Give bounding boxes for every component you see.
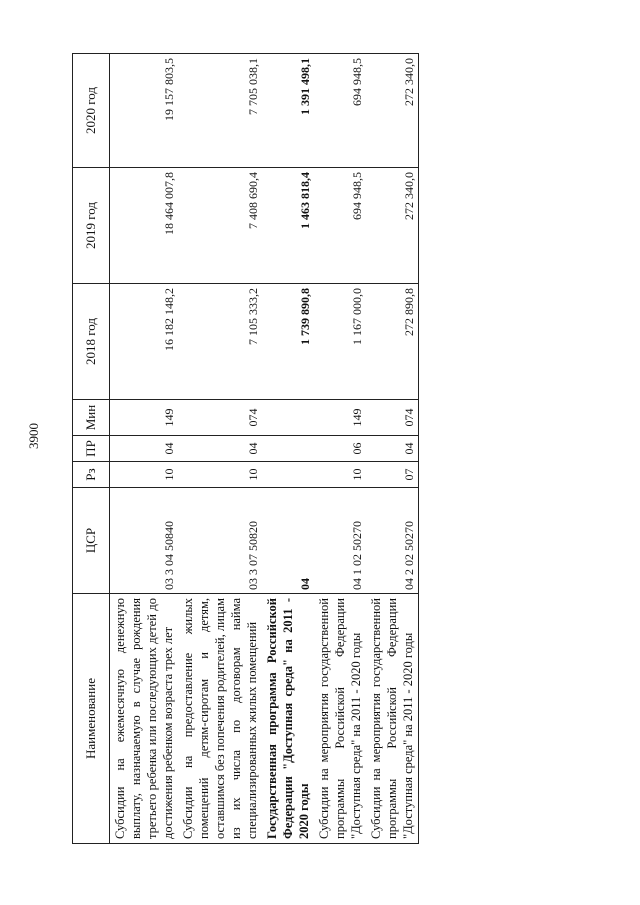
row-2018: 1 167 000,0 — [314, 284, 366, 400]
row-min: 074 — [178, 400, 262, 436]
header-2018: 2018 год — [73, 284, 110, 400]
row-csr: 03 3 07 50820 — [178, 488, 262, 594]
table-row — [366, 54, 419, 844]
table-row-program — [262, 54, 314, 844]
header-2020: 2020 год — [73, 54, 110, 168]
row-2019: 18 464 007,8 — [110, 168, 179, 284]
row-2020: 7 705 038,1 — [178, 54, 262, 168]
row-2018: 272 890,8 — [366, 284, 419, 400]
row-2020: 272 340,0 — [366, 54, 419, 168]
row-2020: 694 948,5 — [314, 54, 366, 168]
header-pr: ПР — [73, 436, 110, 462]
row-rz: 10 — [110, 462, 179, 488]
row-csr: 04 — [262, 488, 314, 594]
rotated-page-content — [72, 54, 600, 844]
header-2019: 2019 год — [73, 168, 110, 284]
row-min: 149 — [314, 400, 366, 436]
row-csr: 04 1 02 50270 — [314, 488, 366, 594]
table-row — [178, 54, 262, 844]
row-2018: 16 182 148,2 — [110, 284, 179, 400]
row-2020: 19 157 803,5 — [110, 54, 179, 168]
row-2019: 1 463 818,4 — [262, 168, 314, 284]
row-2019: 694 948,5 — [314, 168, 366, 284]
row-2020: 1 391 498,1 — [262, 54, 314, 168]
row-name: Субсидии на ежемесячную денежную выплату, назначаемую в случае рождения третьего ребенка или последующих детей до достижения ребенком возраста трех лет — [110, 594, 179, 844]
page-number: 3900 — [26, 423, 41, 449]
table-row — [110, 54, 179, 844]
row-name: Субсидии на предоставление жилых помещений детям-сиротам и детям, оставшимся без попечения родителей, лицам из их числа по договорам найма специализированных жилых помещений — [178, 594, 262, 844]
row-pr — [262, 436, 314, 462]
header-rz: Рз — [73, 462, 110, 488]
row-name: Субсидии на мероприятия государственной программы Российской Федерации "Доступная среда" на 2011 - 2020 годы — [314, 594, 366, 844]
row-pr: 04 — [366, 436, 419, 462]
row-2018: 7 105 333,2 — [178, 284, 262, 400]
row-csr: 04 2 02 50270 — [366, 488, 419, 594]
row-min: 074 — [366, 400, 419, 436]
row-rz: 10 — [178, 462, 262, 488]
budget-table — [72, 53, 419, 844]
row-rz — [262, 462, 314, 488]
row-csr: 03 3 04 50840 — [110, 488, 179, 594]
row-rz: 10 — [314, 462, 366, 488]
header-min: Мин — [73, 400, 110, 436]
row-2018: 1 739 890,8 — [262, 284, 314, 400]
table-row — [314, 54, 366, 844]
row-min: 149 — [110, 400, 179, 436]
row-2019: 7 408 690,4 — [178, 168, 262, 284]
row-pr: 04 — [110, 436, 179, 462]
table-header-row — [73, 54, 110, 844]
header-csr: ЦСР — [73, 488, 110, 594]
row-2019: 272 340,0 — [366, 168, 419, 284]
row-name: Государственная программа Российской Федерации "Доступная среда" на 2011 - 2020 годы — [262, 594, 314, 844]
row-pr: 06 — [314, 436, 366, 462]
header-name: Наименование — [73, 594, 110, 844]
row-pr: 04 — [178, 436, 262, 462]
row-name: Субсидии на мероприятия государственной программы Российской Федерации "Доступная среда" на 2011 - 2020 годы — [366, 594, 419, 844]
row-rz: 07 — [366, 462, 419, 488]
row-min — [262, 400, 314, 436]
